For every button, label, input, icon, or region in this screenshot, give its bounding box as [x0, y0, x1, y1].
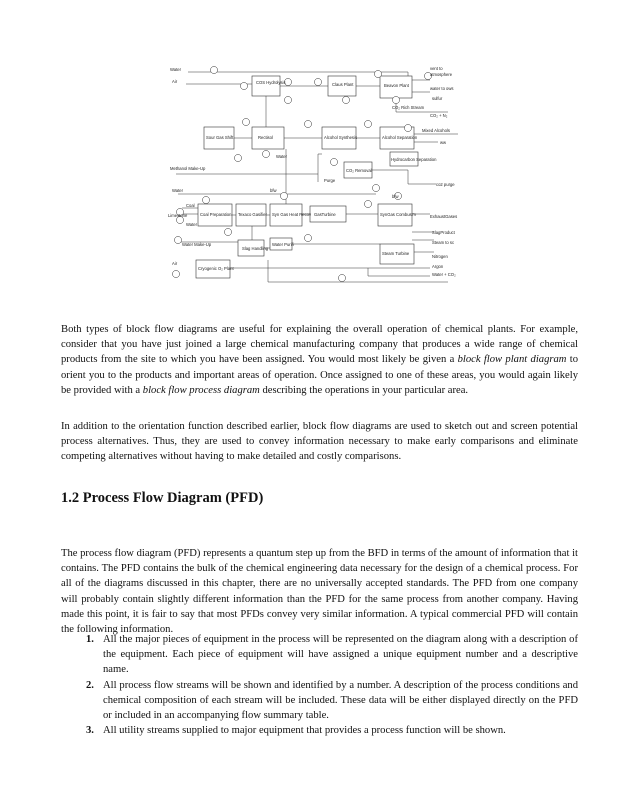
limestone-label: Limestone	[168, 213, 188, 218]
co2-rich-stream-label: CO₂ Rich Stream	[392, 105, 425, 110]
stream-number-marker	[234, 154, 241, 161]
flow-line	[176, 154, 322, 174]
water-co2-label: Water + CO₂	[432, 272, 456, 277]
list-number: 2.	[86, 679, 94, 691]
co2-purge-label: co2 purge	[436, 182, 455, 187]
argon-label: Argon	[432, 264, 444, 269]
emphasis-term: block flow plant diagram	[457, 354, 567, 366]
water-to-ows-label: water to ows	[430, 86, 454, 91]
sulfur-label: sulfur	[432, 96, 443, 101]
cos-hydrolysis-text: COS Hydrolysis	[256, 80, 286, 85]
stream-number-marker	[364, 120, 371, 127]
methanol-makeup-label: Methanol Make-Up	[170, 166, 206, 171]
rectisol-label: Rectisol	[258, 135, 273, 140]
water-mid-label: Water	[276, 154, 288, 159]
paragraph-text: to orient you to the products and important areas of operation. Once assigned to one of these areas, you would again likely be provided with a	[61, 354, 578, 396]
list-item	[86, 678, 578, 724]
paragraph-text: describing the operations in your particular area.	[259, 384, 469, 396]
stream-number-marker	[202, 196, 209, 203]
paragraph-bfd-screening: In addition to the orientation function described earlier, block flow diagrams are used to sketch out and screen potential process alternatives. Thus, they are used to convey information necessary to make early comparisons and eliminate competing alternatives without having to make detailed and costly comparisons.	[61, 421, 578, 463]
water-lower-label: Water	[172, 188, 184, 193]
cos-hydrolysis-label	[256, 80, 286, 85]
flow-line	[368, 268, 430, 276]
syngas-combustion-label: SynGas Combust'n	[380, 212, 416, 217]
block-flow-diagram-figure	[168, 62, 468, 286]
stream-number-marker	[210, 66, 217, 73]
water-inlet-label: Water	[170, 67, 182, 72]
list-number: 3.	[86, 725, 94, 737]
stream-number-marker	[364, 200, 371, 207]
bfw-label-1: bfw	[270, 188, 277, 193]
list-text: All process flow streams will be shown and identified by a number. A description of the process conditions and chemical composition of each stream will be included. These data will be either displayed directly on the PFD or included in an accompanying flow summary table.	[103, 679, 578, 722]
syn-gas-heat-recovery-label: Syn Gas Heat Recov	[272, 212, 312, 217]
stream-number-marker	[330, 158, 337, 165]
beavon-plant-label: Beavon Plant	[384, 83, 409, 88]
bfw-label-2: bfw	[392, 194, 399, 199]
texaco-gasifier-label: Texaco Gasifier	[238, 212, 267, 217]
steam-to-sc-label: Steam to sc	[432, 240, 455, 245]
claus-plant-label: Claus Plant	[332, 82, 354, 87]
block-flow-diagram	[168, 62, 468, 286]
slag-handling-label: Slag Handling	[242, 246, 269, 251]
slag-product-label: SlagProduct	[432, 230, 455, 235]
stream-number-marker	[284, 96, 291, 103]
co2-n2-label: CO₂ + N₂	[430, 113, 448, 118]
list-text: All utility streams supplied to major equipment that provides a process function will be shown.	[103, 725, 506, 737]
emphasis-term: block flow process diagram	[142, 384, 260, 396]
hydrocarbon-separation-label: Hydrocarbon Separation	[391, 157, 437, 162]
alcohol-separation-label: Alcohol Separation	[382, 135, 418, 140]
cryogenic-o2-plant-label: Cryogenic O₂ Plant	[198, 266, 234, 271]
coal-label: Coal	[186, 203, 195, 208]
stream-number-marker	[174, 236, 181, 243]
list-item	[86, 632, 578, 678]
nitrogen-label: Nitrogen	[432, 254, 448, 259]
water-purification-label: Water Purifi	[272, 242, 294, 247]
paragraph-text: Both types of block flow diagrams are useful for explaining the overall operation of chemical plants. For example, consider that you have just joined a large chemical manufacturing company that produces a wide range of chemical products from the site to which you have been assigned. You would most likely be given a	[61, 324, 578, 366]
water-lower2-label: Water	[186, 222, 198, 227]
stream-number-marker	[304, 120, 311, 127]
mixed-alcohols-label: Mixed Alcohols	[422, 128, 450, 133]
steam-turbine-label: Steam Turbine	[382, 251, 410, 256]
pfd-information-list	[86, 632, 578, 738]
ww-label: ww	[440, 140, 447, 145]
stream-number-marker	[240, 82, 247, 89]
stream-number-marker	[338, 274, 345, 281]
flow-line	[268, 260, 448, 282]
vent-label: vent to	[430, 66, 443, 71]
stream-number-marker	[304, 234, 311, 241]
alcohol-synthesis-label: Alcohol Synthesis	[324, 135, 358, 140]
atmosphere-label: atmosphere	[430, 72, 453, 77]
stream-number-marker	[262, 150, 269, 157]
exhaust-gases-label: ExhaustGases	[430, 214, 458, 219]
stream-number-marker	[242, 118, 249, 125]
list-number: 1.	[86, 634, 94, 645]
sour-gas-shift-label: Sour Gas Shift	[206, 135, 234, 140]
stream-number-marker	[404, 124, 411, 131]
gas-turbine-label: GasTurbine	[314, 212, 336, 217]
stream-number-marker	[224, 228, 231, 235]
section-heading: 1.2 Process Flow Diagram (PFD)	[61, 490, 264, 506]
stream-number-marker	[172, 270, 179, 277]
paragraph-pfd-intro: The process flow diagram (PFD) represents a quantum step up from the BFD in terms of the amount of information that it contains. The PFD contains the bulk of the chemical engineering data necessary for the design of a chemical process. For all of the diagrams discussed in this chapter, there are no universally accepted standards. The PFD from one company will probably contain slightly different information than the PFD for the same process from another company. Having made this point, it is fair to say that most PFDs convey very similar information. A typical commercial PFD will contain the following information.	[61, 548, 578, 636]
stream-number-marker	[314, 78, 321, 85]
stream-number-marker	[372, 184, 379, 191]
stream-number-marker	[342, 96, 349, 103]
cos-hydrolysis-block	[252, 76, 280, 96]
list-text: All the major pieces of equipment in the process will be represented on the diagram along with a description of the equipment. Each piece of equipment will have assigned a unique equipment number and a descriptive name.	[103, 634, 578, 676]
stream-number-marker	[280, 192, 287, 199]
air-inlet-label: Air	[172, 79, 178, 84]
paragraph-bfd-uses	[61, 322, 578, 398]
stream-number-marker	[374, 70, 381, 77]
co2-removal-label: CO₂ Removal	[346, 168, 372, 173]
purge-label: Purge	[324, 178, 336, 183]
flow-line	[372, 170, 436, 184]
air-lower-label: Air	[172, 261, 178, 266]
stream-number-marker	[392, 96, 399, 103]
water-makeup-label: Water Make-Up	[182, 242, 212, 247]
coal-preparation-label: Coal Preparation	[200, 212, 232, 217]
list-item	[86, 723, 578, 738]
